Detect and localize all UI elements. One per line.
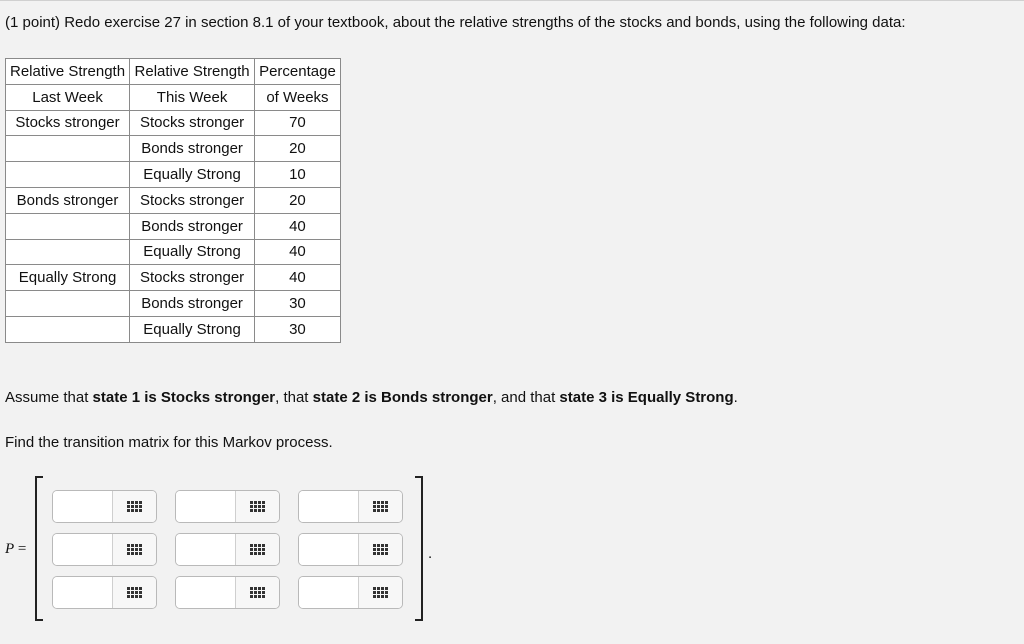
matrix-entry-3-2 xyxy=(175,576,280,609)
problem-intro: (1 point) Redo exercise 27 in section 8.1 of your textbook, about the relative strengths of the stocks and bonds, using the following data: xyxy=(5,14,906,31)
header-percentage-line2: of Weeks xyxy=(255,84,341,110)
matrix-entry-3-3 xyxy=(298,576,403,609)
table-row xyxy=(6,213,341,239)
keypad-button[interactable] xyxy=(359,491,402,522)
keypad-grid-icon xyxy=(250,501,265,512)
table-cell: 30 xyxy=(255,316,341,342)
table-cell: Bonds stronger xyxy=(130,136,255,162)
equals-sign: = xyxy=(14,541,27,557)
keypad-grid-icon xyxy=(127,544,142,555)
matrix-entry-2-1 xyxy=(52,533,157,566)
table-cell: 10 xyxy=(255,162,341,188)
keypad-button[interactable] xyxy=(236,491,279,522)
matrix-entry-2-3 xyxy=(298,533,403,566)
table-cell: Stocks stronger xyxy=(130,265,255,291)
table-cell: Stocks stronger xyxy=(6,110,130,136)
table-row xyxy=(6,187,341,213)
table-row xyxy=(6,239,341,265)
matrix-variable: P xyxy=(5,541,15,557)
table-cell: Equally Strong xyxy=(130,162,255,188)
table-row xyxy=(6,136,341,162)
matrix-entry-2-2 xyxy=(175,533,280,566)
keypad-grid-icon xyxy=(127,501,142,512)
matrix-input[interactable] xyxy=(299,491,359,522)
keypad-grid-icon xyxy=(373,501,388,512)
question-prompt: Find the transition matrix for this Markov process. xyxy=(5,434,333,451)
table-cell: 40 xyxy=(255,213,341,239)
matrix-input[interactable] xyxy=(176,491,236,522)
header-last-week-line1: Relative Strength xyxy=(6,59,130,85)
matrix-input[interactable] xyxy=(53,534,113,565)
table-cell xyxy=(6,136,130,162)
matrix-entry-1-2 xyxy=(175,490,280,523)
keypad-button[interactable] xyxy=(113,534,156,565)
table-cell xyxy=(6,239,130,265)
table-cell: 30 xyxy=(255,291,341,317)
keypad-button[interactable] xyxy=(359,534,402,565)
keypad-button[interactable] xyxy=(113,577,156,608)
table-cell xyxy=(6,316,130,342)
table-cell: 20 xyxy=(255,187,341,213)
assume-text: . xyxy=(733,389,738,406)
right-bracket xyxy=(415,476,423,621)
table-cell xyxy=(6,213,130,239)
table-cell: Bonds stronger xyxy=(130,291,255,317)
matrix-entry-1-1 xyxy=(52,490,157,523)
state-assumption xyxy=(5,389,738,406)
table-row xyxy=(6,265,341,291)
header-this-week-line2: This Week xyxy=(130,84,255,110)
table-row xyxy=(6,291,341,317)
matrix-input[interactable] xyxy=(299,534,359,565)
keypad-grid-icon xyxy=(250,544,265,555)
matrix-input[interactable] xyxy=(176,577,236,608)
matrix-input[interactable] xyxy=(176,534,236,565)
matrix-period: . xyxy=(428,545,433,562)
table-cell: Equally Strong xyxy=(130,316,255,342)
table-row xyxy=(6,316,341,342)
keypad-grid-icon xyxy=(250,587,265,598)
keypad-grid-icon xyxy=(127,587,142,598)
header-this-week-line1: Relative Strength xyxy=(130,59,255,85)
matrix-input[interactable] xyxy=(53,491,113,522)
matrix-entry-1-3 xyxy=(298,490,403,523)
table-row xyxy=(6,110,341,136)
keypad-button[interactable] xyxy=(359,577,402,608)
matrix-input[interactable] xyxy=(53,577,113,608)
keypad-button[interactable] xyxy=(113,491,156,522)
table-header-row xyxy=(6,84,341,110)
assume-text: , that xyxy=(275,389,313,406)
keypad-button[interactable] xyxy=(236,577,279,608)
table-cell: Equally Strong xyxy=(130,239,255,265)
left-bracket xyxy=(35,476,43,621)
table-cell: Stocks stronger xyxy=(130,187,255,213)
assume-text: Assume that xyxy=(5,389,93,406)
table-cell xyxy=(6,162,130,188)
table-cell xyxy=(6,291,130,317)
keypad-grid-icon xyxy=(373,544,388,555)
data-table xyxy=(5,58,341,343)
keypad-button[interactable] xyxy=(236,534,279,565)
top-divider xyxy=(0,0,1024,1)
table-row xyxy=(6,162,341,188)
matrix-label xyxy=(5,541,26,558)
assume-text: , and that xyxy=(492,389,560,406)
state-1-definition: state 1 is Stocks stronger xyxy=(92,389,276,406)
state-3-definition: state 3 is Equally Strong xyxy=(559,389,734,406)
table-cell: 40 xyxy=(255,239,341,265)
matrix-input[interactable] xyxy=(299,577,359,608)
header-last-week-line2: Last Week xyxy=(6,84,130,110)
header-percentage-line1: Percentage xyxy=(255,59,341,85)
table-cell: Stocks stronger xyxy=(130,110,255,136)
table-cell: 20 xyxy=(255,136,341,162)
matrix-entry-3-1 xyxy=(52,576,157,609)
keypad-grid-icon xyxy=(373,587,388,598)
table-header-row xyxy=(6,59,341,85)
table-cell: 70 xyxy=(255,110,341,136)
table-cell: 40 xyxy=(255,265,341,291)
table-cell: Bonds stronger xyxy=(130,213,255,239)
table-cell: Bonds stronger xyxy=(6,187,130,213)
table-cell: Equally Strong xyxy=(6,265,130,291)
state-2-definition: state 2 is Bonds stronger xyxy=(312,389,493,406)
